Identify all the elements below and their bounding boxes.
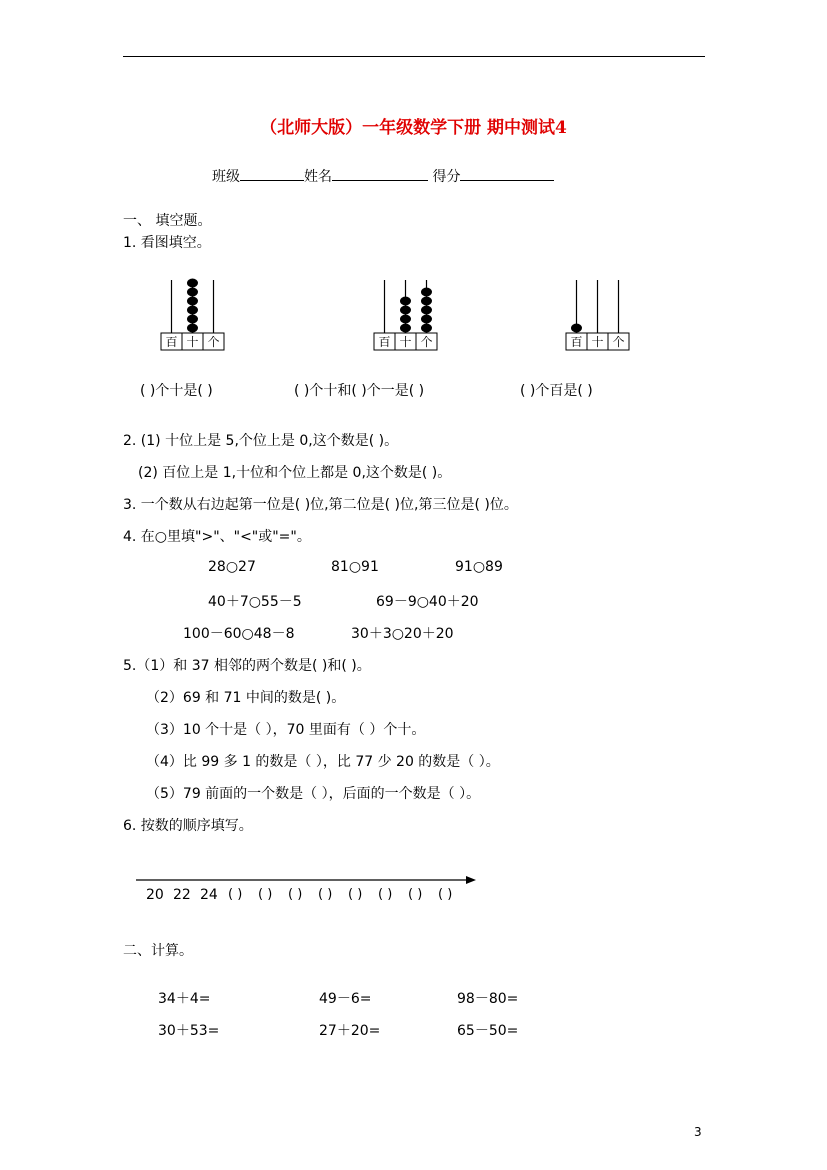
q1-blank-1[interactable]: ( )个十是( ) (140, 383, 213, 399)
number-line-blank[interactable]: ( ) (348, 887, 363, 902)
class-label: 班级 (212, 169, 240, 185)
abacus-bead (187, 279, 198, 288)
calc-item[interactable]: 30＋53= (158, 1023, 220, 1039)
calc-item[interactable]: 65－50= (457, 1023, 519, 1039)
number-line-arrow (466, 876, 476, 884)
compare-item[interactable]: 28○27 (208, 559, 256, 575)
abacus-bead (421, 288, 432, 297)
q4-prompt: 4. 在○里填">"、"<"或"="。 (123, 529, 311, 545)
abacus-place-label: 十 (399, 335, 412, 349)
number-line-blank[interactable]: ( ) (408, 887, 423, 902)
q1-blank-3[interactable]: ( )个百是( ) (520, 383, 593, 399)
abacus-bead (400, 315, 411, 324)
number-line-blank[interactable]: ( ) (258, 887, 273, 902)
abacus-bead (400, 324, 411, 333)
abacus-bead (187, 306, 198, 315)
name-blank[interactable] (332, 166, 428, 181)
q1-prompt: 1. 看图填空。 (123, 235, 211, 251)
student-info-line (212, 166, 554, 186)
abacus-bead (421, 315, 432, 324)
abacus-bead (400, 306, 411, 315)
abacus-bead (421, 324, 432, 333)
abacus-bead (187, 288, 198, 297)
abacus-bead (187, 324, 198, 333)
page-title: （北师大版）一年级数学下册 期中测试4 (260, 118, 567, 138)
abacus (374, 280, 437, 350)
calc-item[interactable]: 98－80= (457, 991, 519, 1007)
number-line-blank[interactable]: ( ) (228, 887, 243, 902)
number-line-label: 24 (200, 887, 218, 903)
calc-item[interactable]: 49－6= (319, 991, 372, 1007)
abacus-bead (400, 297, 411, 306)
score-label: 得分 (432, 169, 461, 185)
q6-prompt: 6. 按数的顺序填写。 (123, 818, 253, 834)
abacus-place-label: 个 (207, 335, 220, 349)
q2-part1: 2. (1) 十位上是 5,个位上是 0,这个数是( )。 (123, 433, 399, 449)
abacus (566, 280, 629, 350)
abacus-bead (187, 315, 198, 324)
q3-text: 3. 一个数从右边起第一位是( )位,第二位是( )位,第三位是( )位。 (123, 497, 518, 513)
number-line (130, 868, 490, 908)
q5-part2: （2）69 和 71 中间的数是( )。 (146, 690, 346, 706)
q5-part1: 5.（1）和 37 相邻的两个数是( )和( )。 (123, 658, 371, 674)
q2-part2: (2) 百位上是 1,十位和个位上都是 0,这个数是( )。 (138, 465, 452, 481)
compare-item[interactable]: 40＋7○55－5 (208, 594, 302, 610)
q5-part4: （4）比 99 多 1 的数是（ ），比 77 少 20 的数是（ ）。 (146, 754, 500, 770)
section1-heading: 一、 填空题。 (123, 213, 212, 229)
page-number: 3 (694, 1125, 702, 1139)
abacus-bead (421, 297, 432, 306)
abacus-place-label: 百 (378, 335, 391, 349)
compare-item[interactable]: 30＋3○20＋20 (351, 626, 454, 642)
abacus-place-label: 个 (420, 335, 433, 349)
abacus-figures (0, 270, 827, 360)
class-blank[interactable] (240, 166, 304, 181)
q1-blank-2[interactable]: ( )个十和( )个一是( ) (294, 383, 425, 399)
abacus-place-label: 百 (570, 335, 583, 349)
number-line-blank[interactable]: ( ) (378, 887, 393, 902)
calc-item[interactable]: 27＋20= (319, 1023, 381, 1039)
compare-item[interactable]: 69－9○40＋20 (376, 594, 479, 610)
section2-heading: 二、计算。 (123, 943, 193, 959)
abacus-place-label: 十 (186, 335, 199, 349)
score-blank[interactable] (460, 166, 554, 181)
calc-item[interactable]: 34＋4= (158, 991, 211, 1007)
number-line-blank[interactable]: ( ) (438, 887, 453, 902)
name-label: 姓名 (304, 169, 332, 185)
number-line-blank[interactable]: ( ) (288, 887, 303, 902)
abacus-place-label: 个 (612, 335, 625, 349)
abacus-bead (571, 324, 582, 333)
header-rule (123, 56, 705, 57)
number-line-blank[interactable]: ( ) (318, 887, 333, 902)
number-line-label: 20 (146, 887, 164, 903)
q5-part3: （3）10 个十是（ ），70 里面有（ ）个十。 (146, 722, 426, 738)
compare-item[interactable]: 100－60○48－8 (183, 626, 295, 642)
abacus-place-label: 十 (591, 335, 604, 349)
compare-item[interactable]: 91○89 (455, 559, 503, 575)
compare-item[interactable]: 81○91 (331, 559, 379, 575)
abacus-place-label: 百 (165, 335, 178, 349)
q5-part5: （5）79 前面的一个数是（ ），后面的一个数是（ ）。 (146, 786, 481, 802)
abacus-bead (187, 297, 198, 306)
abacus (161, 279, 224, 351)
abacus-bead (421, 306, 432, 315)
number-line-label: 22 (173, 887, 191, 903)
